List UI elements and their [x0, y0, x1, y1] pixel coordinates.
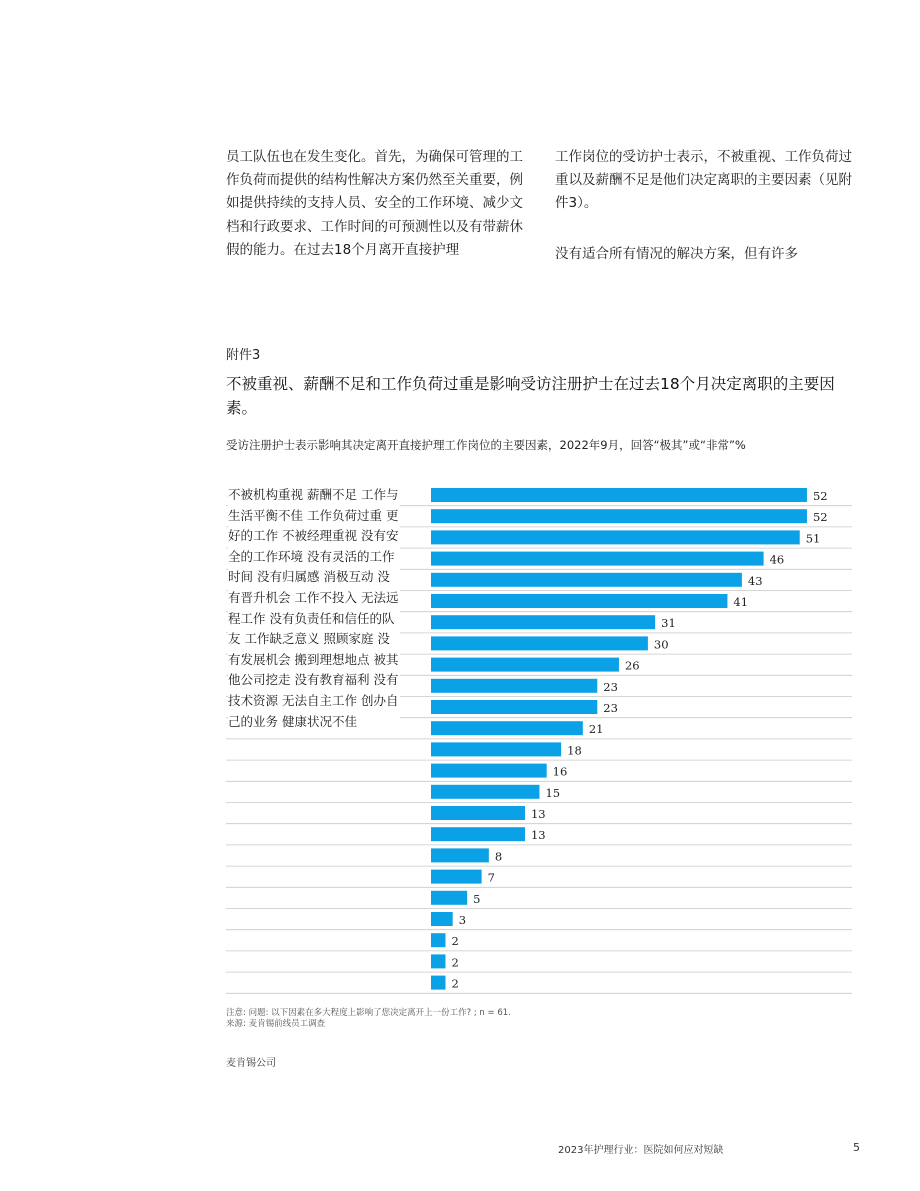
data-label-15: 15 [545, 785, 561, 800]
data-label-23: 2 [451, 955, 459, 970]
data-label-4: 46 [769, 552, 785, 567]
exhibit-label: 附件3 [226, 348, 261, 363]
bar-1 [431, 488, 807, 502]
data-label-17: 13 [530, 828, 546, 843]
data-label-11: 23 [603, 701, 618, 715]
bar-7 [431, 615, 655, 629]
bar-14 [431, 764, 547, 778]
bar-15 [431, 785, 539, 799]
footer-report-title: 2023年护理行业：医院如何应对短缺 [558, 1145, 724, 1156]
bar-10 [431, 679, 597, 693]
data-label-7: 31 [661, 616, 676, 631]
source-text: 来源: 麦肯锡前线员工调查 [226, 1019, 326, 1029]
body-paragraph-right: 工作岗位的受访护士表示，不被重视、工作负荷过重以及薪酬不足是他们决定离职的主要因素（见附件3）。 [555, 149, 852, 212]
data-label-16: 13 [530, 807, 546, 821]
data-label-21: 3 [458, 913, 467, 927]
data-label-10: 23 [603, 679, 618, 694]
chart-notes [226, 1008, 511, 1030]
data-label-24: 2 [451, 976, 459, 991]
data-label-19: 7 [487, 870, 495, 885]
bar-2 [431, 509, 807, 523]
bar-5 [431, 573, 742, 587]
data-label-5: 43 [747, 573, 763, 588]
bar-22 [431, 933, 445, 947]
bar-8 [431, 636, 648, 650]
bar-11 [431, 700, 597, 714]
bar-20 [431, 891, 467, 905]
bar-24 [431, 976, 445, 990]
data-label-18: 8 [494, 849, 503, 864]
factor-labels-block: 不被机构重视 薪酬不足 工作与生活平衡不佳 工作负荷过重 更好的工作 不被经理重视 没有安全的工作环境 没有灵活的工作时间 没有归属感 消极互动 没有晋升机会 工作不投入 无法远程工作 没有负责任和信任的队友 工作缺乏意义 照顾家庭 没有发展机会 搬到理想地点 被其他公司挖走 没有教育福利 没有技术资源 无法自主工作 创办自己的业务 健康状况不佳 [228, 485, 400, 732]
bar-6 [431, 594, 727, 608]
bar-23 [431, 954, 445, 968]
body-paragraph-right-continued: 没有适合所有情况的解决方案，但有许多 [555, 246, 798, 262]
data-label-12: 21 [588, 722, 604, 737]
exhibit-title: 不被重视、薪酬不足和工作负荷过重是影响受访注册护士在过去18个月决定离职的主要因素。 [226, 375, 835, 417]
brand-name: 麦肯锡公司 [226, 1058, 276, 1069]
data-label-14: 16 [552, 764, 568, 779]
bar-18 [431, 848, 489, 862]
bar-13 [431, 742, 561, 756]
bar-19 [431, 870, 482, 884]
data-label-20: 5 [473, 891, 481, 906]
bar-3 [431, 530, 800, 544]
data-label-9: 26 [624, 658, 640, 673]
bar-4 [431, 552, 764, 566]
data-label-6: 41 [733, 595, 749, 609]
data-label-3: 51 [805, 531, 821, 546]
data-label-1: 52 [812, 489, 828, 503]
data-label-13: 18 [567, 743, 582, 758]
bar-9 [431, 658, 619, 672]
data-label-8: 30 [653, 637, 669, 652]
body-paragraph-left: 员工队伍也在发生变化。首先，为确保可管理的工作负荷而提供的结构性解决方案仍然至关重要，例如提供持续的支持人员、安全的工作环境、减少文档和行政要求、工作时间的可预测性以及有带薪休假的能力。在过去18个月离开直接护理 [226, 149, 523, 258]
page-number: 5 [853, 1141, 860, 1154]
bar-12 [431, 721, 583, 735]
note-text: 注意: 问题: 以下因素在多大程度上影响了您决定离开上一份工作? ; n = 61. [226, 1008, 511, 1018]
data-label-22: 2 [451, 934, 459, 949]
bar-16 [431, 806, 525, 820]
data-label-2: 52 [812, 510, 828, 525]
bar-17 [431, 827, 525, 841]
bar-21 [431, 912, 453, 926]
exhibit-subtitle: 受访注册护士表示影响其决定离开直接护理工作岗位的主要因素，2022年9月，回答“极其”或“非常”% [226, 438, 746, 452]
